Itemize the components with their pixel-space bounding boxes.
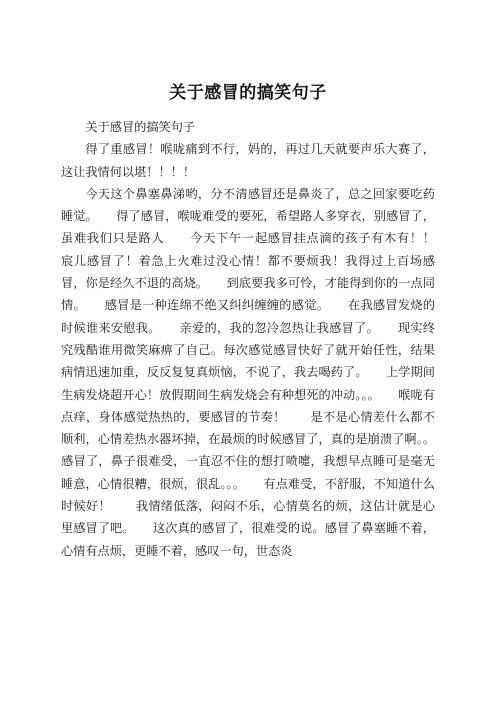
paragraph: 得了重感冒！喉咙痛到不行，妈的，再过几天就要声乐大赛了，这让我情何以堪！！！！ [61, 142, 435, 179]
paragraph-subtitle: 关于感冒的搞笑句子 [85, 120, 196, 134]
paragraph: 今天这个鼻塞鼻涕哟，分不清感冒还是鼻炎了，总之回家要吃药睡觉。 得了感冒，喉咙难受的要死，希望路人多穿衣，别感冒了，虽难我们只是路人 今天下午一起感冒挂点滴的孩子有木有！！ 宸儿感冒了！着急上火难过没心情！都不要烦我！我得过上百场感冒，你是经久不退的高烧。 到底要我多可怜，才能得到你的一点同情。 感冒是一种连绵不绝又纠纠缠缠的感觉。 在我感冒发烧的时候谁来安慰我。 亲爱的，我的忽冷忽热让我感冒了。 现实终究残酷谁用微笑麻痹了自己。每次感觉感冒快好了就开始任性，结果病情迅速加重，反反复复真烦恼，不说了，我去喝药了。 上学期间生病发烧超开心！放假期间生病发烧会有种想死的冲动。。。 喉咙有点痒，身体感觉热热的，要感冒的节奏！ 是不是心情差什么都不顺利，心情差热水器坏掉，在最烦的时候感冒了，真的是崩溃了啊。。感冒了，鼻子很难受，一直忍不住的想打喷嚏，我想早点睡可是毫无睡意，心情很糟，很烦，很乱。。。 有点难受，不舒服，不知道什么时候好！ 我情绪低落，闷闷不乐，心情莫名的烦，这估计就是心里感冒了吧。 这次真的感冒了，很难受的说。感冒了鼻塞睡不着，心情有点烦，更睡不着，感叹一句，世态炎 [61, 186, 460, 558]
document-title: 关于感冒的搞笑句子 [169, 83, 327, 103]
document-body [61, 116, 460, 562]
